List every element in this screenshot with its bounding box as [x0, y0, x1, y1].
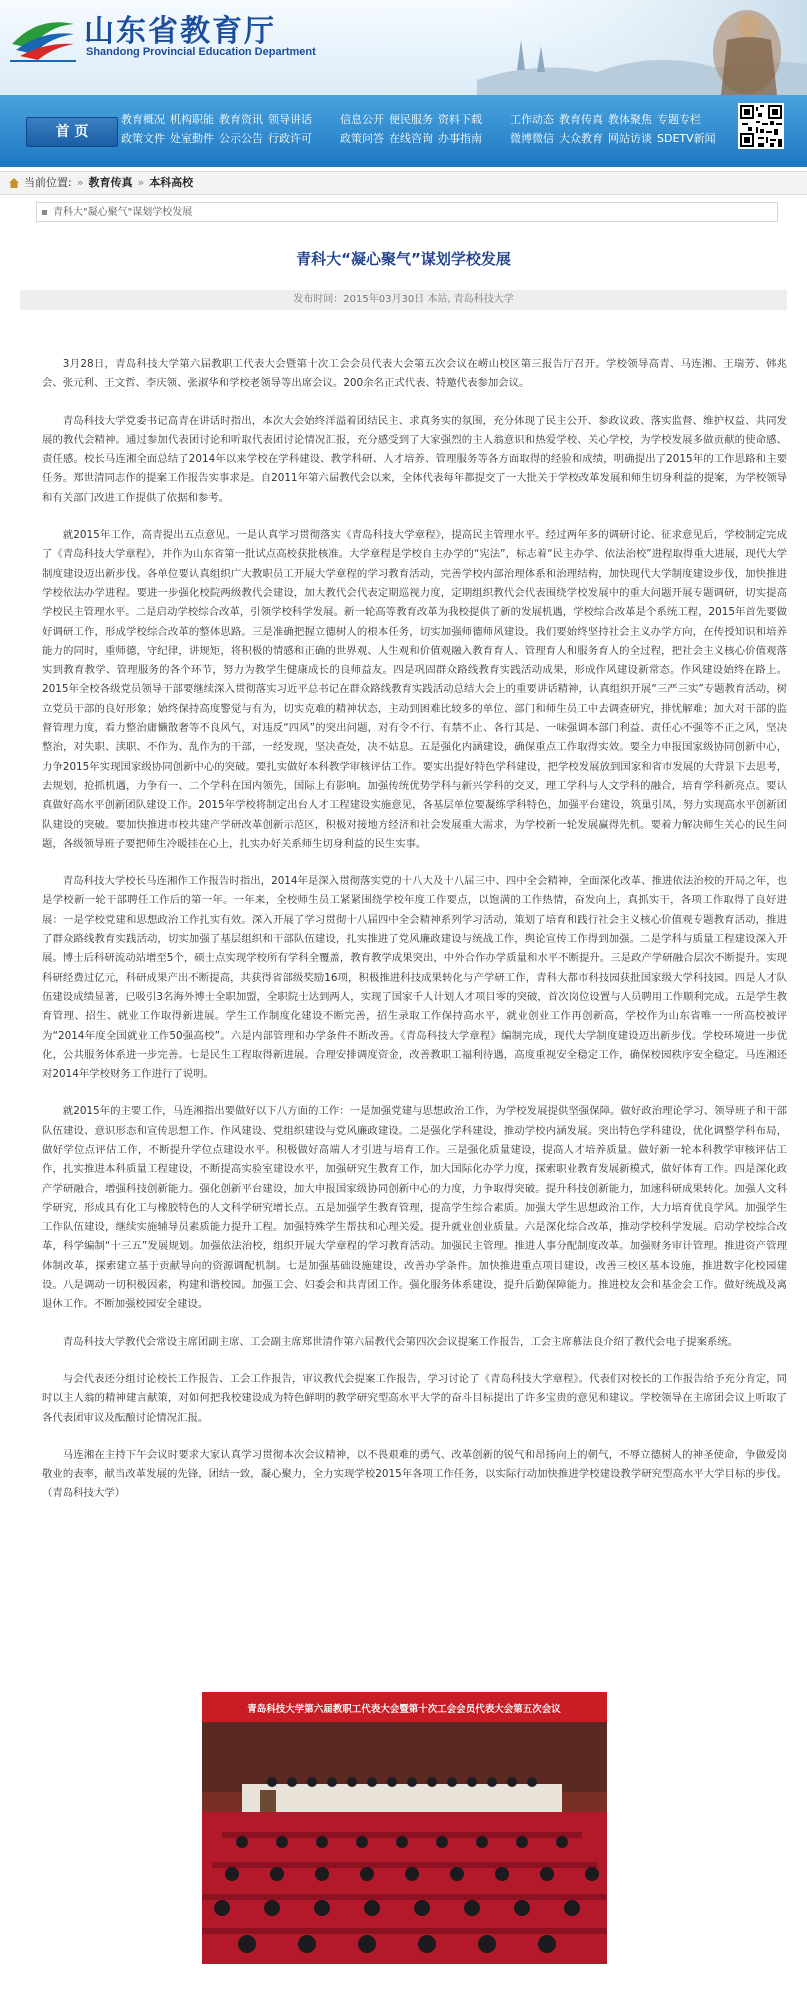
article-paragraph: 青岛科技大学教代会常设主席团副主席、工会副主席郑世清作第六届教代会第四次会议提案工作报告，工会主席慕法良介绍了教代会电子提案系统。	[62, 1335, 739, 1348]
nav-item[interactable]: 教育传真	[559, 113, 603, 126]
nav-group-media	[510, 111, 721, 149]
nav-group-services	[340, 111, 487, 149]
article-paragraph: 3月28日，青岛科技大学第六届教职工代表大会暨第十次工会会员代表大会第五次会议在崂山校区第三报告厅召开。学校领导高青、马连湘、王瑞芳、韩兆会、张元利、王文哲、李庆领、张淑华和学校老领导等出席会议。200余名正式代表、特邀代表参加会议。	[42, 358, 787, 390]
nav-item[interactable]: 在线咨询	[389, 132, 433, 145]
nav-item[interactable]: 专题专栏	[657, 113, 701, 126]
nav-item[interactable]: 网站访谈	[608, 132, 652, 145]
breadcrumb-prefix: 当前位置:	[24, 176, 72, 189]
nav-item[interactable]: 领导讲话	[268, 113, 312, 126]
article-body	[42, 355, 787, 1522]
photo-banner-text: 青岛科技大学第六届教职工代表大会暨第十次工会会员代表大会第五次会议	[247, 1704, 561, 1715]
article-paragraph: 马连湘在主持下午会议时要求大家认真学习贯彻本次会议精神，以不畏艰难的勇气、改革创新的锐气和昂扬向上的朝气，不辱立德树人的神圣使命，争做爱岗敬业的表率，献当改革发展的先锋，团结一致，凝心聚力，全力实现学校2015年各项工作任务，以实际行动加快推进学校建设教学研究型高水平大学目标的步伐。（青岛科技大学）	[42, 1448, 787, 1500]
banner-illustration-icon	[477, 0, 807, 95]
breadcrumb-text	[24, 172, 193, 194]
article-paragraph: 就2015年工作，高青提出五点意见。一是认真学习贯彻落实《青岛科技大学章程》，提高民主管理水平。经过两年多的调研讨论、征求意见后，学校制定完成了《青岛科技大学章程》，并作为山东省第一批试点高校获批核准。大学章程是学校自主办学的“宪法”，标志着“民主办学、依法治校”进程取得重大进展，现代大学制度建设迈出新步伐。各单位要认真组织广大教职员工开展大学章程的学习教育活动，完善学校内部治理体系和治理结构，加快现代大学制度建设步伐，加快推进学校依法办学进程。要进一步强化校院两级教代会建设，加大教代会代表定期巡视力度，定期组织教代会代表围绕学校发展中的重大问题开展专题调研，切实提高学校民主管理水平。二是启动学校综合改革，引领学校科学发展。新一轮高等教育改革为我校提供了新的发展机遇，学校综合改革是个系统工程，2015年首先要做好调研工作，形成学校综合改革的整体思路。三是准确把握立德树人的根本任务，切实加强师德师风建设。我们要始终坚持社会主义办学方向，在传授知识和培养能力的同时，重师德，守纪律，讲规矩，将积极的情感和正确的世界观、人生观和价值观融入教育育人、管理育人和服务育人的全过程，把社会主义核心价值观落实到教育教学、管理服务的各个环节，努力为教学生健康成长的良师益友。四是巩固群众路线教育实践活动成果，形成作风建设新常态。作风建设始终在路上。2015年全校各级党员领导干部要继续深入贯彻落实习近平总书记在群众路线教育实践活动总结大会上的重要讲话精神，认真组织开展“三严三实”专题教育活动，树立党员干部的良好形象；始终保持高度警觉与有为，切实克难的精神状态，主动到困难比较多的单位、部门和师生员工中去调查研究，排忧解难；加大对干部的监督管理力度，看力整治庸懒散奢等不良风气，对违反“四风”的突出问题，对有令不行、有禁不止、各行其是、一味强调本部门利益、责任心不强等不正之风，坚决整治，对失职、渎职、不作为、乱作为的干部，一经发现，坚决查处，决不姑息。五是强化内涵建设，确保重点工作取得实效。要全力申报国家级协同创新中心，力争2015年实现国家级协同创新中心的突破。要扎实做好本科教学审核评估工作。要实出提好特色学科建设，把学校发展放到国家和省市发展的大背景下去思考，去规划，抢抓机遇，力争有一、二个学科在国内领先，国际上有影响。加强传统优势学科与新兴学科的交叉，理工学科与人文学科的融合，培育学科新亮点。要认真做好高水平创新团队建设工作。2015年学校将制定出台人才工程建设实施意见，各基层单位要凝练学科特色，加强平台建设，筑巢引凤，努力实现高水平创新团队建设的突破。要加快推进市校共建产学研改革创新示范区，积极对接地方经济和社会发展重大需求，为学校新一轮发展赢得先机。要着力解决师生关心的民生问题，各级领导班子要把师生冷暖挂在心上，扎实办好关系师生切身利益的民生实事。	[42, 529, 787, 850]
breadcrumb-link[interactable]: 本科高校	[149, 176, 194, 189]
nav-item[interactable]: SDETV新闻	[657, 132, 716, 145]
site-header	[0, 0, 807, 95]
nav-item[interactable]: 教育概况	[121, 113, 165, 126]
article-meta: 发布时间：2015年03月30日 本站, 青岛科技大学	[20, 290, 787, 310]
breadcrumb	[0, 171, 807, 195]
article-paragraph: 青岛科技大学党委书记高青在讲话时指出，本次大会始终洋溢着团结民主、求真务实的氛围，充分体现了民主公开、参政议政、落实监督、维护权益、共同发展的教代会精神。通过参加代表团讨论和听取代表团讨论情况汇报，充分感受到了大家强烈的主人翁意识和热爱学校、关心学校，为学校发展多做贡献的使命感、责任感。校长马连湘全面总结了2014年以来学校在学科建设、教学科研、人才培养、管理服务等各方面取得的经验和成绩，明确提出了2015年的工作思路和主要任务。郑世清同志作的提案工作报告实事求是。自2011年第六届教代会以来，全体代表每年都提交了一大批关于学校改革发展和师生切身利益的提案，为学校领导和有关部门改进工作提供了依据和参考。	[42, 414, 787, 504]
qr-code-icon[interactable]	[738, 103, 784, 149]
main-nav	[0, 95, 807, 167]
meeting-photo	[202, 1692, 607, 1964]
bullet-icon	[42, 210, 47, 215]
home-icon	[8, 177, 20, 189]
nav-item[interactable]: 政策问答	[340, 132, 384, 145]
nav-item[interactable]: 大众教育	[559, 132, 603, 145]
nav-item[interactable]: 教育资讯	[219, 113, 263, 126]
education-logo-icon	[8, 8, 78, 64]
nav-item[interactable]: 行政许可	[268, 132, 312, 145]
nav-item[interactable]: 便民服务	[389, 113, 433, 126]
article-paragraph: 就2015年的主要工作，马连湘指出要做好以下八方面的工作：一是加强党建与思想政治工作，为学校发展提供坚强保障。做好政治理论学习、领导班子和干部队伍建设、意识形态和宣传思想工作、作风建设、党组织建设与党风廉政建设。二是强化学科建设，推动学校内涵发展。突出特色学科建设，优化调整学科布局，做好学位点评估工作，不断提升学位点建设水平。积极做好高端人才引进与培育工作。三是强化质量建设，提高人才培养质量。做好新一轮本科教学审核评估工作，扎实推进本科质量工程建设，不断提高实验室建设水平，加强研究生教育工作，加大国际化办学力度，探索职业教育发展新模式，做好体育工作。四是深化政产学研融合，增强科技创新能力。强化创新平台建设，加大申报国家级协同创新中心的力度，力争取得突破。提升科技创新能力，加速科研成果转化。加强人文科学研究，形成具有化工与橡胶特色的人文科学研究增长点。五是加强学生教育管理，提高学生综合素质。加强大学生思想政治工作，大力培育优良学风。加强学生工作队伍建设，继续实施辅导员素质能力提升工程。加强特殊学生帮扶和心理关爱。提升就业创业质量。六是深化综合改革，推动学校科学发展。启动学校综合改革，科学编制“十三五”发展规划。加强依法治校，组织开展大学章程的学习教育活动。加强民主管理。推进人事分配制度改革。加强财务审计管理。推进资产管理体制改革，探索建立基于贡献导向的资源调配机制。七是加强基础设施建设，改善办学条件。加快推进重点项目建设，改善三校区基本设施，推进数字化校园建设。八是调动一切积极因素，构建和谐校园。加强工会、妇委会和共青团工作。强化服务体系建设，提升后勤保障能力。推进校友会和基金会工作。做好统战及离退休工作。不断加强校园安全建设。	[42, 1105, 787, 1311]
nav-item[interactable]: 工作动态	[510, 113, 554, 126]
nav-group-news	[121, 111, 317, 149]
nav-item[interactable]: 处室動件	[170, 132, 214, 145]
site-title: 山东省教育厅	[84, 14, 276, 49]
article-paragraph: 与会代表还分组讨论校长工作报告、工会工作报告，审议教代会提案工作报告，学习讨论了《青岛科技大学章程》。代表们对校长的工作报告给予充分肯定，同时以主人翁的精神建言献策，对如何把我校建设成为特色鲜明的教学研究型高水平大学的奋斗目标提出了许多宝贵的意见和建议。学校领导在主席团会议上听取了各代表团审议及酝酿讨论情况汇报。	[42, 1372, 787, 1424]
nav-item[interactable]: 机构职能	[170, 113, 214, 126]
nav-item[interactable]: 微博微信	[510, 132, 554, 145]
nav-item[interactable]: 政策文件	[121, 132, 165, 145]
nav-item[interactable]: 公示公告	[219, 132, 263, 145]
nav-item[interactable]: 办事指南	[438, 132, 482, 145]
nav-item[interactable]: 教体聚焦	[608, 113, 652, 126]
article-title: 青科大“凝心聚气”谋划学校发展	[296, 250, 511, 268]
article-subtitle-text: 青科大"凝心聚气"谋划学校发展	[53, 207, 193, 218]
article-paragraph: 青岛科技大学校长马连湘作工作报告时指出，2014年是深入贯彻落实党的十八大及十八届三中、四中全会精神，全面深化改革、推进依法治校的开局之年，也是学校新一轮干部聘任工作后的第一年。一年来，全校师生员工紧紧围绕学校年度工作要点，以饱满的工作热情，奋发向上，真抓实干，各项工作取得了良好进展：一是学校党建和思想政治工作扎实有效。深入开展了学习贯彻十八届四中全会精神系列学习活动，策划了培育和践行社会主义核心价值观专题教育活动，推进了群众路线教育实践活动，切实加强了基层组织和干部队伍建设，扎实推进了党风廉政建设与统战工作，舆论宣传工作得到加强。二是学科与质量工程建设深入开展。博士后科研流动站增至5个，硕士点实现学校所有学科全覆盖，教育教学成果突出，中外合作办学质量和水平不断提升。三是政产学研融合层次不断提升。实现科研经费过亿元，科研成果产出不断提高，共获得省部级奖励16项，积极推进科技成果转化与产学研工作，青科大都市科技园获批国家级大学科技园。四是人才队伍建设成绩显著，已吸引3名海外博士全职加盟，全职院士达到两人，实现了国家千人计划人才项目零的突破，首次岗位设置与人员聘用工作顺利完成。五是学生教育管理、招生、就业工作取得新进展。学生工作制度化建设不断完善，招生录取工作保持高水平，就业创业工作再创新高，学校作为山东省唯一一所高校被评为“2014年度全国就业工作50强高校”。六是内部管理和办学条件不断改善。《青岛科技大学章程》编制完成，现代大学制度建设迈出新步伐。学校环境进一步优化，公共服务体系进一步完善。七是民生工程取得新进展。合理安排调度资金，改善教职工福利待遇，高度重视安全稳定工作，确保校园秩序安全稳定。马连湘还对2014年学校财务工作进行了说明。	[42, 875, 787, 1081]
nav-item[interactable]: 信息公开	[340, 113, 384, 126]
article-subtitle-bar	[36, 202, 778, 222]
nav-item[interactable]: 资料下载	[438, 113, 482, 126]
breadcrumb-link[interactable]: 教育传真	[88, 176, 133, 189]
breadcrumb-separator: »	[137, 176, 145, 189]
breadcrumb-separator: »	[76, 176, 84, 189]
home-button[interactable]: 首 页	[26, 117, 118, 147]
site-subtitle: Shandong Provincial Education Department	[86, 46, 316, 58]
